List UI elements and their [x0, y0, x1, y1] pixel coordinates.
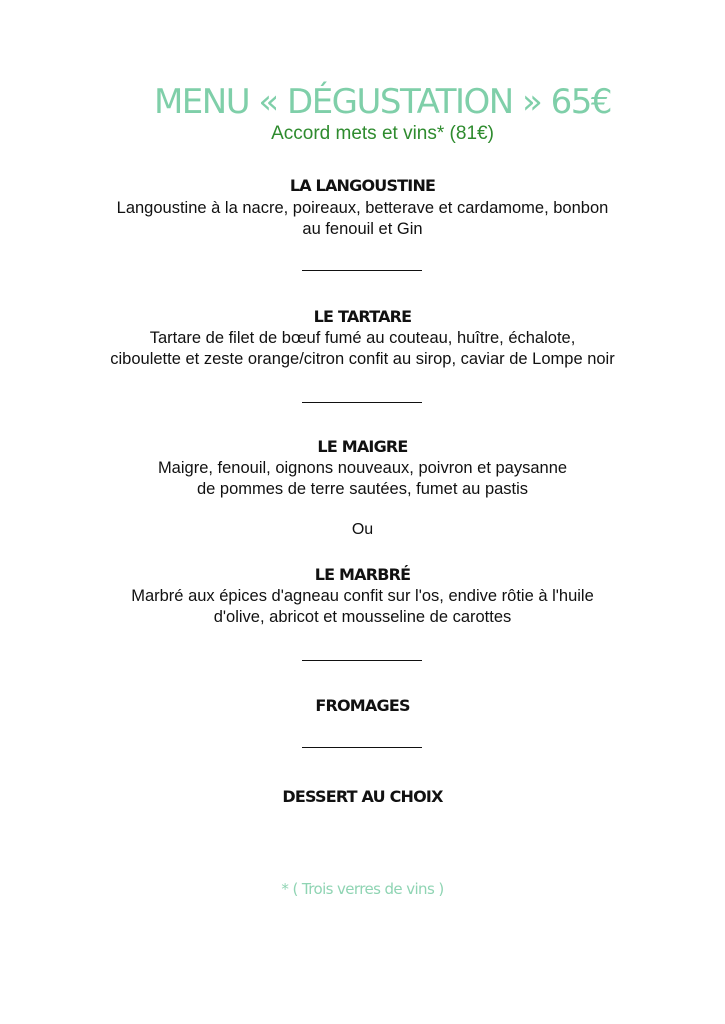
- menu-subtitle: Accord mets et vins* (81€): [271, 123, 494, 144]
- course-title-maigre: LE MAIGRE: [317, 437, 408, 456]
- course-desc-line: Maigre, fenouil, oignons nouveaux, poivron et paysanne: [157, 459, 568, 477]
- wine-footnote: * ( Trois verres de vins ): [281, 880, 444, 898]
- course-title-langoustine: LA LANGOUSTINE: [289, 176, 436, 195]
- section-separator: [302, 270, 422, 271]
- menu-title: MENU « DÉGUSTATION » 65€: [153, 82, 612, 122]
- course-desc-langoustine: [40, 198, 685, 240]
- course-desc-maigre: [40, 458, 685, 500]
- course-title-dessert: DESSERT AU CHOIX: [282, 787, 443, 806]
- course-desc-tartare: [40, 328, 685, 370]
- course-desc-line: Tartare de filet de bœuf fumé au couteau, huître, échalote,: [149, 329, 576, 347]
- course-desc-line: au fenouil et Gin: [302, 220, 423, 238]
- or-label: Ou: [351, 521, 374, 538]
- course-desc-line: Marbré aux épices d'agneau confit sur l'os, endive rôtie à l'huile: [131, 587, 594, 605]
- course-desc-line: ciboulette et zeste orange/citron confit au sirop, caviar de Lompe noir: [110, 350, 615, 368]
- course-desc-line: de pommes de terre sautées, fumet au pastis: [196, 480, 529, 498]
- course-title-fromages: FROMAGES: [315, 696, 410, 715]
- course-title-tartare: LE TARTARE: [313, 307, 412, 326]
- course-desc-line: d'olive, abricot et mousseline de carottes: [213, 608, 512, 626]
- course-desc-line: Langoustine à la nacre, poireaux, betterave et cardamome, bonbon: [116, 199, 609, 217]
- section-separator: [302, 660, 422, 661]
- course-desc-marbre: [40, 586, 685, 628]
- section-separator: [302, 747, 422, 748]
- course-title-marbre: LE MARBRÉ: [314, 565, 411, 584]
- section-separator: [302, 402, 422, 403]
